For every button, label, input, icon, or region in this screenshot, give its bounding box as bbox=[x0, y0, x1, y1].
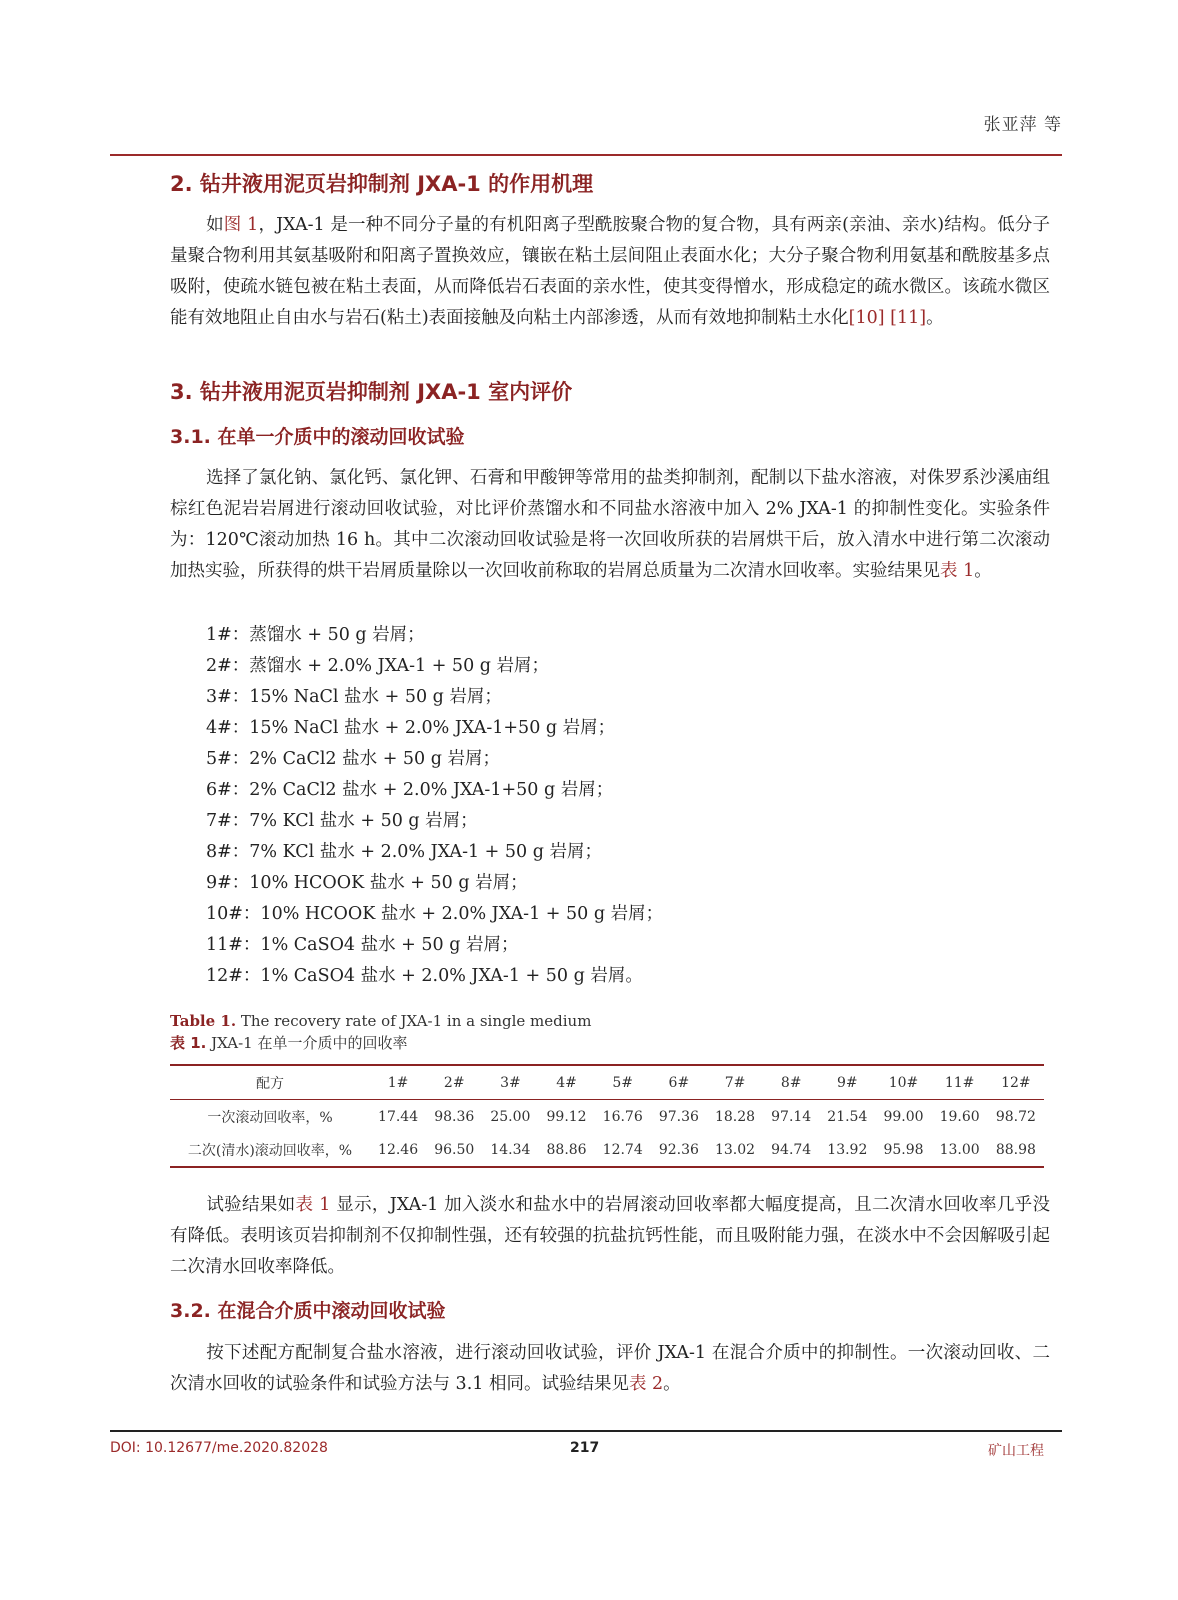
list-item: 2#：蒸馏水 + 2.0% JXA-1 + 50 g 岩屑； bbox=[206, 656, 550, 676]
caption-label: Table 1. bbox=[170, 1012, 237, 1030]
list-item: 1#：蒸馏水 + 50 g 岩屑； bbox=[206, 625, 425, 645]
running-header-author: 张亚萍 等 bbox=[983, 115, 1062, 135]
table-cell: 99.12 bbox=[546, 1108, 587, 1125]
section-2-paragraph bbox=[170, 210, 1050, 334]
journal-name: 矿山工程 bbox=[988, 1443, 1044, 1459]
table-cell: 14.34 bbox=[490, 1141, 531, 1158]
text: 。 bbox=[663, 1374, 681, 1394]
text: ，JXA-1 是一种不同分子量的有机阳离子型酰胺聚合物的复合物，具有两亲(亲油、亲水)结构。低分子量聚合物利用其氨基吸附和阳离子置换效应，镶嵌在粘土层间阻止表面水化；大分子聚合物利用氨基和酰胺基多点吸附，使疏水链包被在粘土表面，从而降低岩石表面的亲水性，使其变得憎水，形成稳定的疏水微区。该疏水微区能有效地阻止自由水与岩石(粘土)表面接触及向粘土内部渗透，从而有效地抑制粘土水化 bbox=[170, 215, 1051, 328]
list-item: 8#：7% KCl 盐水 + 2.0% JXA-1 + 50 g 岩屑； bbox=[206, 842, 603, 862]
table-cell: 12.46 bbox=[378, 1141, 419, 1158]
text: 。 bbox=[974, 561, 992, 581]
table-cell: 94.74 bbox=[771, 1141, 812, 1158]
column-header: 5# bbox=[612, 1074, 634, 1091]
column-header: 7# bbox=[724, 1074, 746, 1091]
results-paragraph bbox=[170, 1190, 1050, 1283]
section-3-1-paragraph bbox=[170, 463, 1050, 587]
table-row bbox=[170, 1100, 1044, 1134]
text: 试验结果如 bbox=[206, 1195, 296, 1215]
column-header: 4# bbox=[556, 1074, 577, 1091]
text: 如 bbox=[206, 215, 224, 235]
list-item: 12#：1% CaSO4 盐水 + 2.0% JXA-1 + 50 g 岩屑。 bbox=[206, 966, 643, 986]
table-cell: 98.36 bbox=[434, 1108, 475, 1125]
list-item: 9#：10% HCOOK 盐水 + 50 g 岩屑； bbox=[206, 873, 528, 893]
list-item: 5#：2% CaCl2 盐水 + 50 g 岩屑； bbox=[206, 749, 501, 769]
header-divider bbox=[110, 154, 1062, 156]
table-header-row bbox=[170, 1065, 1044, 1100]
table-cell: 97.36 bbox=[658, 1108, 699, 1125]
list-item: 3#：15% NaCl 盐水 + 50 g 岩屑； bbox=[206, 687, 502, 707]
recipe-list bbox=[206, 620, 663, 992]
table-cell: 97.14 bbox=[771, 1108, 812, 1125]
column-header: 12# bbox=[1001, 1074, 1031, 1091]
table-cell: 13.00 bbox=[939, 1141, 980, 1158]
list-item: 4#：15% NaCl 盐水 + 2.0% JXA-1+50 g 岩屑； bbox=[206, 718, 616, 738]
section-3-1-heading: 3.1. 在单一介质中的滚动回收试验 bbox=[170, 426, 465, 448]
table-cell: 17.44 bbox=[378, 1108, 419, 1125]
text: 显示，JXA-1 加入淡水和盐水中的岩屑滚动回收率都大幅度提高，且二次清水回收率几乎没有降低。表明该页岩抑制剂不仅抑制性强，还有较强的抗盐抗钙性能，而且吸附能力强，在淡水中不会因解吸引起二次清水回收率降低。 bbox=[170, 1195, 1050, 1277]
table-cell: 12.74 bbox=[602, 1141, 643, 1158]
column-header: 9# bbox=[837, 1074, 858, 1091]
table-cell: 88.86 bbox=[546, 1141, 587, 1158]
table-2-link[interactable]: 表 2 bbox=[628, 1374, 664, 1394]
page-number: 217 bbox=[570, 1440, 600, 1456]
table-1-caption-en bbox=[170, 1012, 591, 1030]
table-cell: 21.54 bbox=[827, 1108, 868, 1125]
column-header: 8# bbox=[780, 1074, 802, 1091]
column-header: 1# bbox=[387, 1074, 409, 1091]
table-cell: 98.72 bbox=[995, 1108, 1036, 1125]
list-item: 6#：2% CaCl2 盐水 + 2.0% JXA-1+50 g 岩屑； bbox=[206, 780, 614, 800]
column-header: 10# bbox=[888, 1074, 919, 1091]
table-cell: 92.36 bbox=[658, 1141, 699, 1158]
footer-divider bbox=[110, 1430, 1062, 1432]
table-1-link[interactable]: 表 1 bbox=[940, 561, 975, 581]
list-item: 11#：1% CaSO4 盐水 + 50 g 岩屑； bbox=[206, 935, 519, 955]
table-cell: 19.60 bbox=[939, 1108, 980, 1125]
doi-link[interactable]: DOI: 10.12677/me.2020.82028 bbox=[110, 1440, 328, 1456]
column-header: 11# bbox=[944, 1074, 975, 1091]
table-1 bbox=[170, 1064, 1044, 1168]
table-cell: 99.00 bbox=[883, 1108, 924, 1125]
list-item: 7#：7% KCl 盐水 + 50 g 岩屑； bbox=[206, 811, 478, 831]
section-3-2-paragraph bbox=[170, 1338, 1050, 1400]
table-cell: 88.98 bbox=[995, 1141, 1036, 1158]
section-3-2-heading: 3.2. 在混合介质中滚动回收试验 bbox=[170, 1300, 446, 1322]
figure-1-link[interactable]: 图 1 bbox=[223, 215, 259, 235]
table-row bbox=[170, 1133, 1044, 1167]
table-cell: 16.76 bbox=[602, 1108, 643, 1125]
table-1-caption-zh bbox=[170, 1032, 408, 1053]
table-cell: 13.02 bbox=[714, 1141, 756, 1158]
text: 选择了氯化钠、氯化钙、氯化钾、石膏和甲酸钾等常用的盐类抑制剂，配制以下盐水溶液，对侏罗系沙溪庙组棕红色泥岩岩屑进行滚动回收试验，对比评价蒸馏水和不同盐水溶液中加入 2% JXA-1 的抑制性变化。实验条件为：120℃滚动加热 16 h。其中二次滚动回收试验是将一次回收所获的岩屑烘干后，放入清水中进行第二次滚动加热实验，所获得的烘干岩屑质量除以一次回收前称取的岩屑总质量为二次清水回收率。实验结果见 bbox=[170, 468, 1050, 581]
caption-text: The recovery rate of JXA-1 in a single medium bbox=[236, 1012, 592, 1030]
text: 按下述配方配制复合盐水溶液，进行滚动回收试验，评价 JXA-1 在混合介质中的抑制性。一次滚动回收、二次清水回收的试验条件和试验方法与 3.1 相同。试验结果见 bbox=[170, 1343, 1050, 1394]
caption-label: 表 1. bbox=[170, 1034, 207, 1052]
list-item: 10#：10% HCOOK 盐水 + 2.0% JXA-1 + 50 g 岩屑； bbox=[206, 904, 664, 924]
column-header: 6# bbox=[668, 1074, 690, 1091]
section-3-heading: 3. 钻井液用泥页岩抑制剂 JXA-1 室内评价 bbox=[170, 380, 573, 404]
row-label: 二次(清水)滚动回收率，% bbox=[187, 1142, 353, 1159]
table-cell: 18.28 bbox=[714, 1108, 756, 1125]
caption-text: JXA-1 在单一介质中的回收率 bbox=[206, 1034, 408, 1052]
section-2-heading: 2. 钻井液用泥页岩抑制剂 JXA-1 的作用机理 bbox=[170, 172, 594, 196]
table-cell: 13.92 bbox=[827, 1141, 868, 1158]
column-header: 配方 bbox=[256, 1075, 284, 1092]
table-cell: 95.98 bbox=[883, 1141, 924, 1158]
row-label: 一次滚动回收率，% bbox=[207, 1109, 333, 1126]
citation-10-11-link[interactable]: [10] [11] bbox=[848, 308, 927, 328]
column-header: 3# bbox=[500, 1074, 521, 1091]
text: 。 bbox=[926, 308, 944, 328]
table-cell: 25.00 bbox=[490, 1108, 531, 1125]
table-cell: 96.50 bbox=[434, 1141, 475, 1158]
table-1-link[interactable]: 表 1 bbox=[295, 1195, 331, 1215]
column-header: 2# bbox=[443, 1074, 465, 1091]
